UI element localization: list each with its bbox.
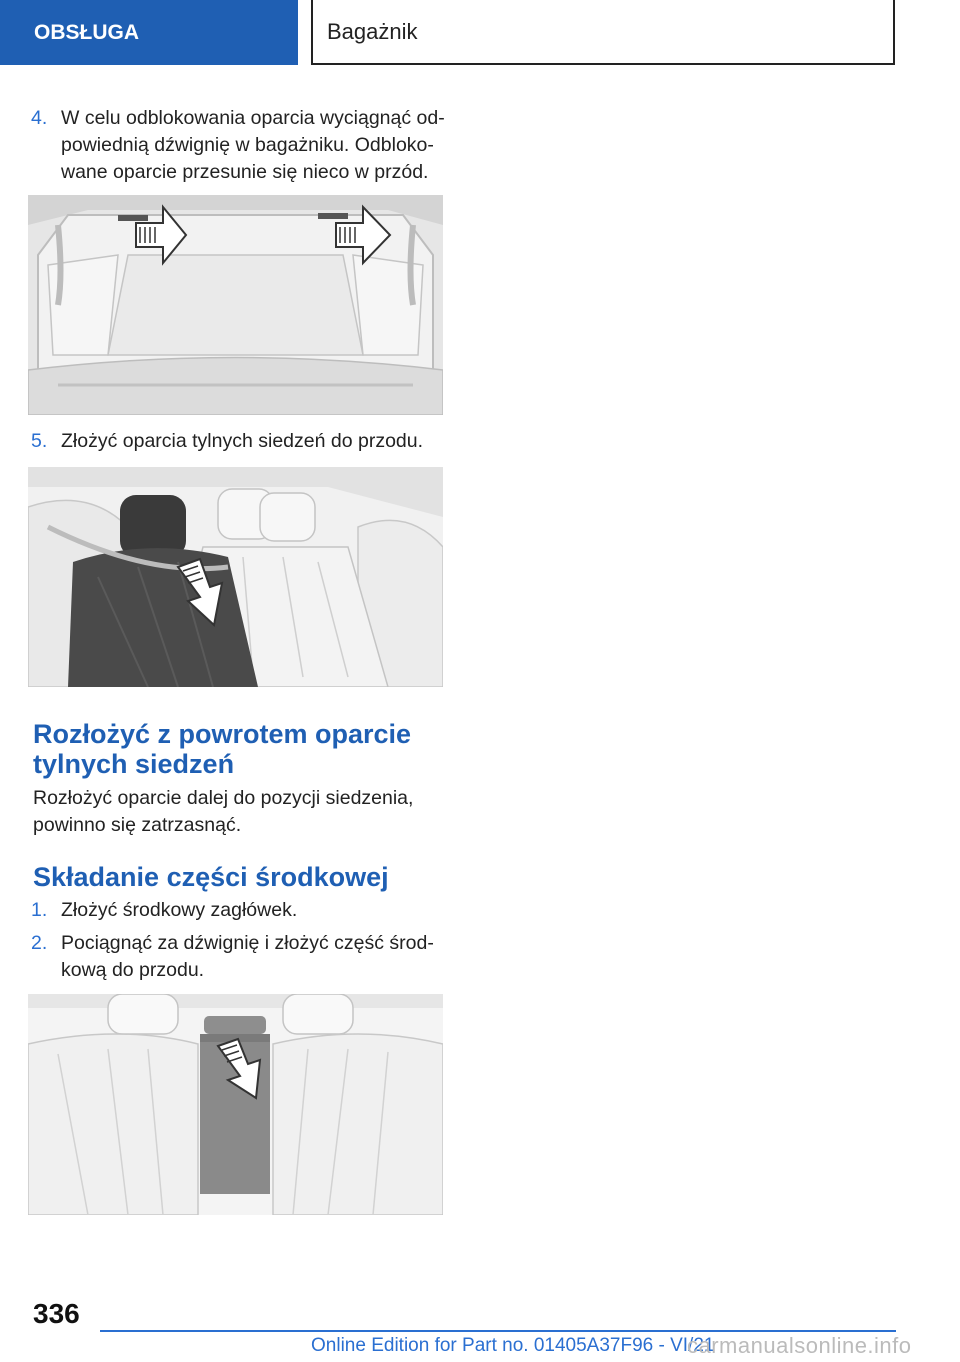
step-number: 4.: [31, 107, 48, 129]
step-5: [28, 428, 448, 455]
page-number: 336: [33, 1298, 80, 1329]
step-text: Złożyć środkowy zagłówek.: [61, 899, 298, 921]
section-title: Składanie części środkowej: [33, 862, 389, 892]
footer-rule: [100, 1330, 896, 1332]
step-text: Złożyć oparcia tylnych siedzeń do przodu.: [61, 430, 424, 452]
watermark: carmanualsonline.info: [687, 1333, 912, 1358]
rear-seat-illustration: [28, 467, 443, 687]
section-tab: OBSŁUGA: [0, 0, 298, 65]
step-4: [28, 105, 448, 186]
step-1: [28, 897, 448, 924]
step-number: 5.: [31, 430, 48, 452]
center-section-illustration: [28, 994, 443, 1215]
step-number: 2.: [31, 932, 48, 954]
section-title: Rozłożyć z powrotem oparcie tylnych siedzeń: [33, 719, 412, 779]
step-number: 1.: [31, 899, 48, 921]
section-paragraph: Rozłożyć oparcie dalej do pozycji siedzenia, powinno się zatrzasnąć.: [33, 787, 414, 836]
edition-note: Online Edition for Part no. 01405A37F96 - VI/21: [311, 1335, 715, 1356]
step-text: Pociągnąć za dźwignię i złożyć część środkową do przodu.: [61, 932, 434, 981]
step-2: [28, 930, 448, 984]
chapter-title: Bagażnik: [311, 0, 895, 65]
step-text: W celu odblokowania oparcia wyciągnąć odpowiednią dźwignię w bagażniku. Odblokowane oparcie przesunie się nieco w przód.: [61, 107, 445, 183]
trunk-illustration: [28, 195, 443, 415]
